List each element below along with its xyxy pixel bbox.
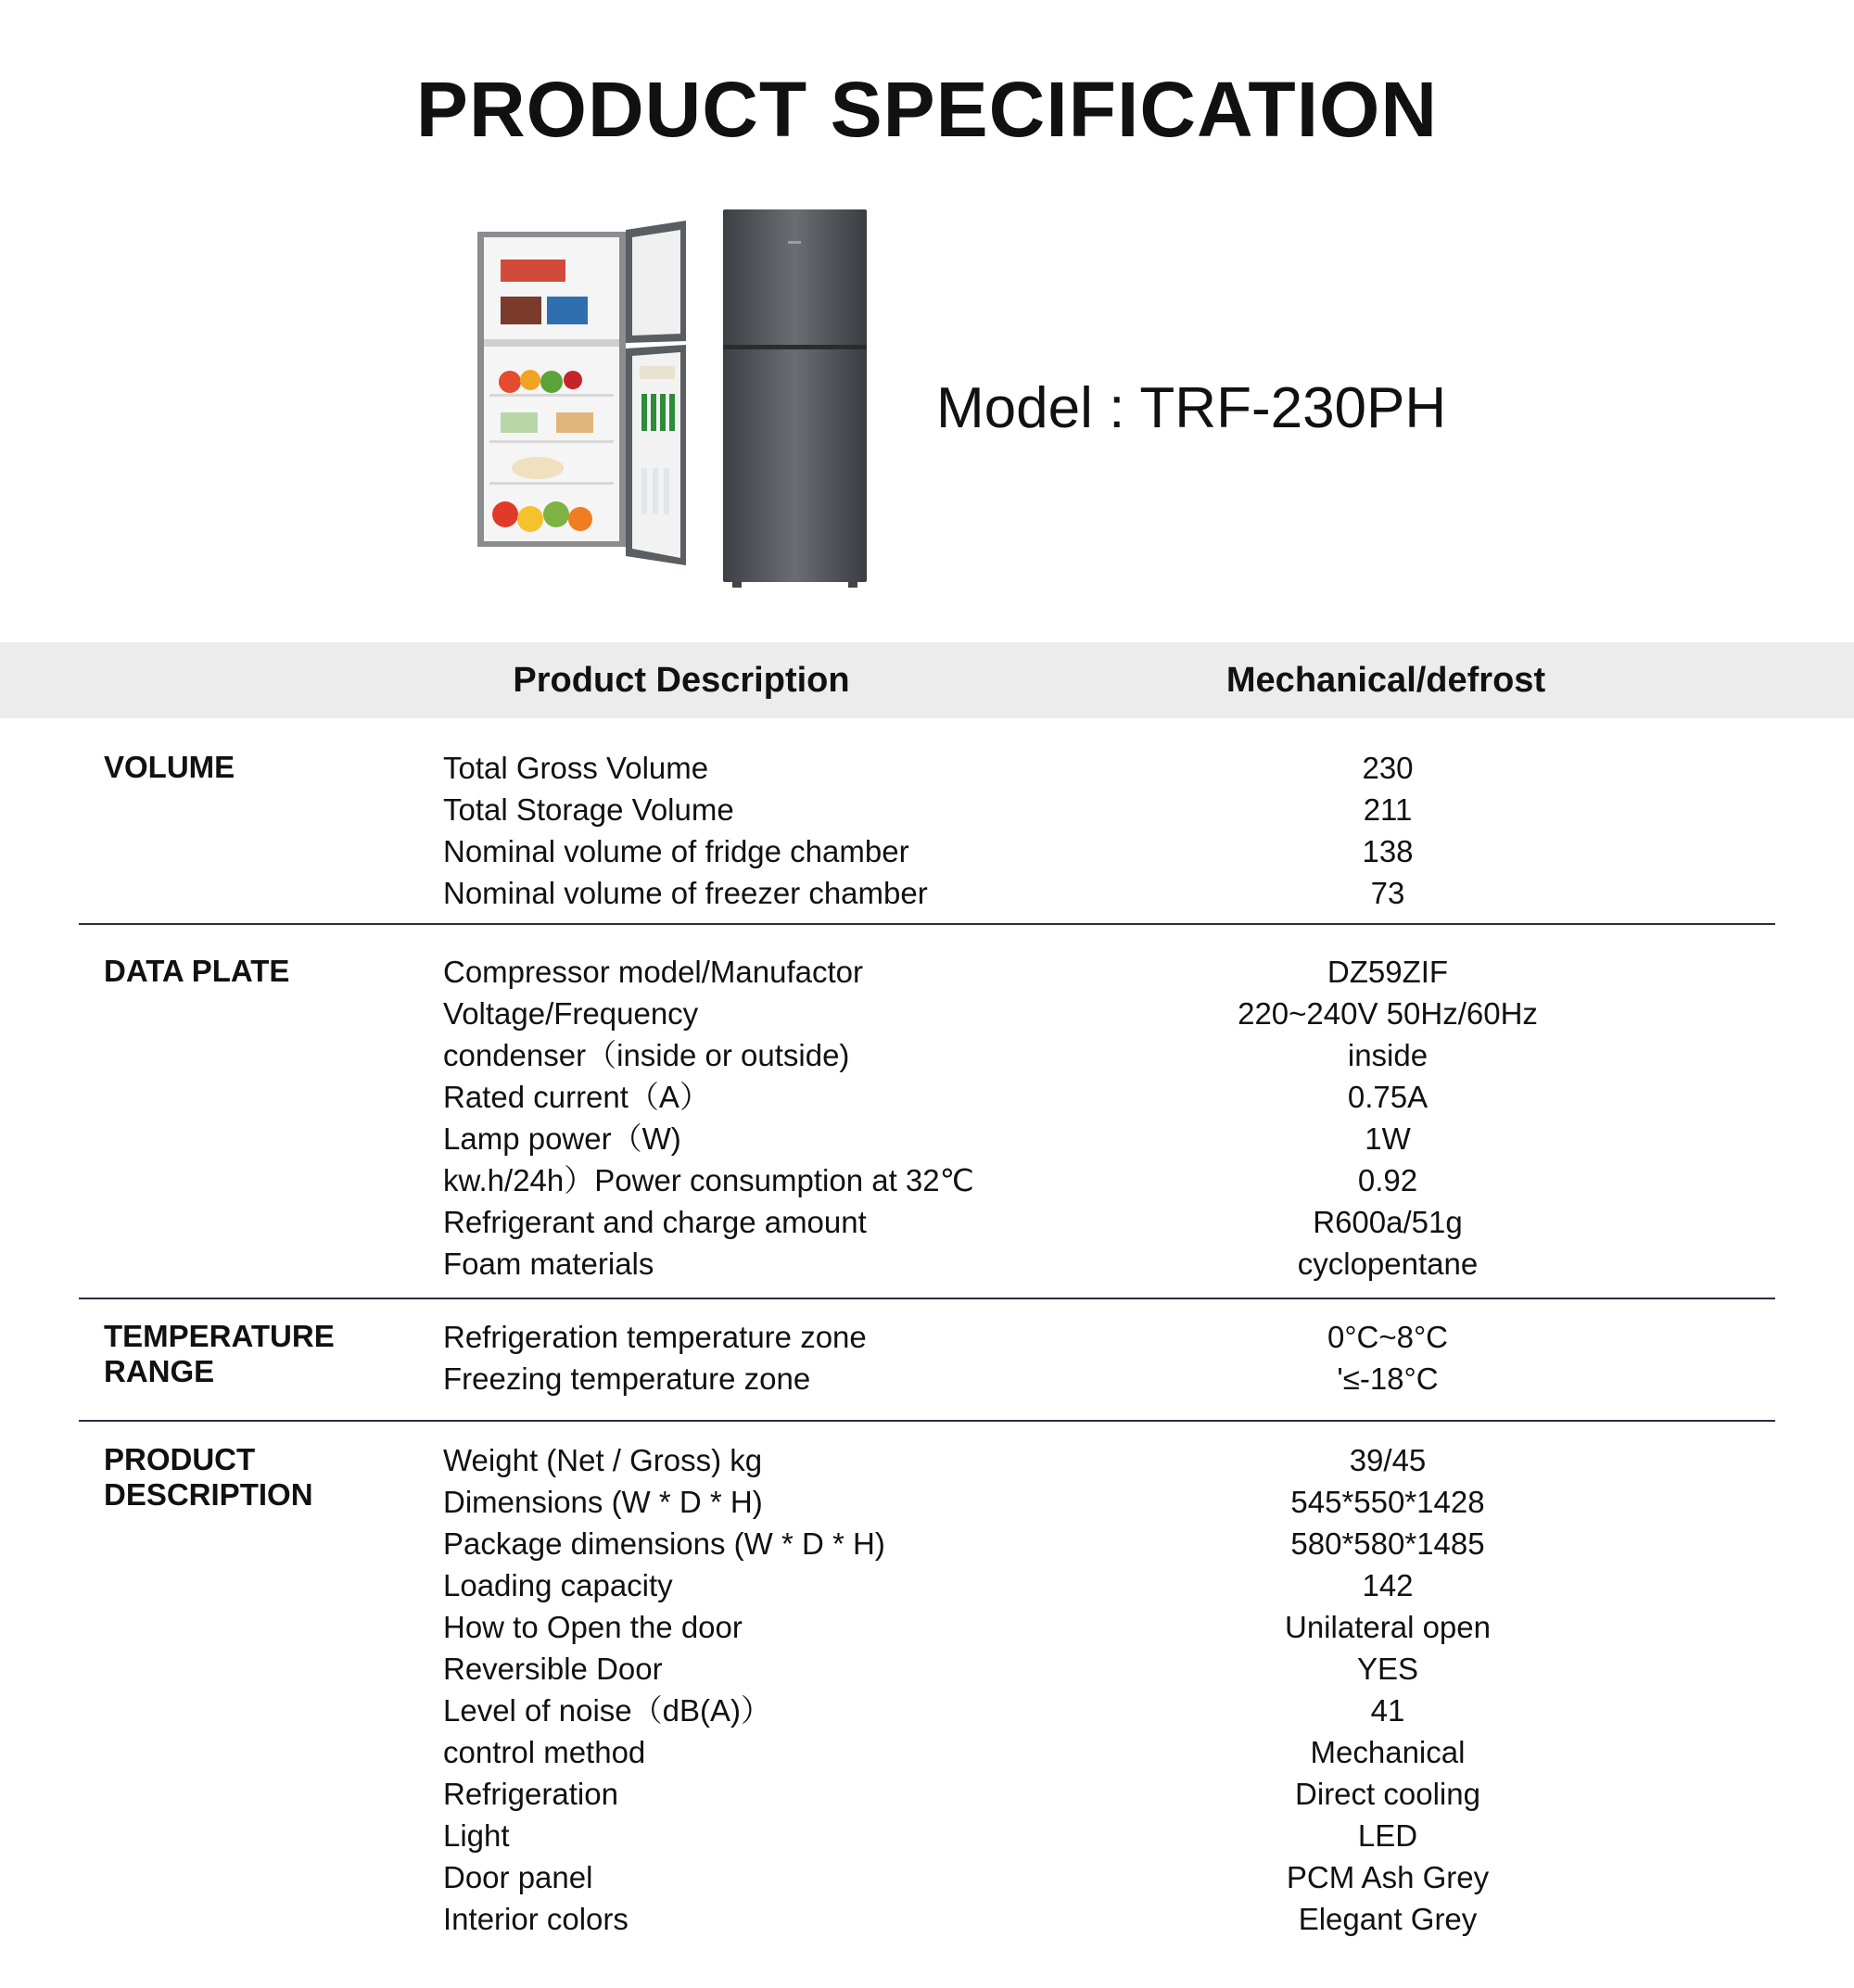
spec-description: Package dimensions (W * D * H) [443, 1526, 885, 1561]
category-label: DATA PLATE [104, 954, 290, 988]
spec-description: Light [443, 1818, 510, 1853]
spec-description: Voltage/Frequency [443, 996, 699, 1031]
spec-description: control method [443, 1735, 646, 1769]
header-mechanical-defrost: Mechanical/defrost [1225, 661, 1546, 700]
section-divider [79, 1298, 1775, 1299]
spec-value: 211 [1363, 792, 1413, 827]
spec-description: Total Gross Volume [443, 751, 709, 785]
spec-description: Loading capacity [443, 1568, 673, 1602]
spec-description: Nominal volume of freezer chamber [443, 876, 928, 910]
spec-description: Freezing temperature zone [443, 1361, 811, 1396]
spec-value: inside [1347, 1038, 1429, 1072]
spec-description: Refrigeration [443, 1777, 618, 1811]
spec-description: Rated current（A） [443, 1080, 710, 1114]
model-label: Model : TRF-230PH [936, 376, 1447, 440]
spec-value: DZ59ZIF [1327, 955, 1449, 989]
spec-value: Unilateral open [1285, 1610, 1491, 1644]
spec-value: cyclopentane [1297, 1247, 1479, 1281]
spec-description: Weight (Net / Gross) kg [443, 1443, 763, 1477]
spec-description: Lamp power（W) [443, 1121, 681, 1156]
section-divider [79, 1420, 1775, 1422]
table-row [0, 1690, 1854, 1731]
spec-value: 545*550*1428 [1290, 1485, 1485, 1519]
table-row [0, 993, 1854, 1034]
spec-value: Mechanical [1310, 1735, 1466, 1769]
spec-description: Reversible Door [443, 1652, 663, 1686]
spec-description: kw.h/24h）Power consumption at 32℃ [443, 1163, 974, 1197]
spec-description: Dimensions (W * D * H) [443, 1485, 763, 1519]
spec-value: 0.75A [1347, 1080, 1429, 1114]
category-label: VOLUME [104, 750, 235, 784]
category-label-line2: DESCRIPTION [104, 1477, 313, 1512]
spec-value: R600a/51g [1313, 1205, 1463, 1239]
spec-description: Refrigerant and charge amount [443, 1205, 867, 1239]
page-title: PRODUCT SPECIFICATION [415, 66, 1439, 153]
table-row [0, 1159, 1854, 1201]
spec-value: 138 [1362, 834, 1414, 868]
table-row [0, 1481, 1854, 1523]
table-row [0, 1564, 1854, 1606]
spec-value: 230 [1362, 751, 1414, 785]
table-row [0, 1201, 1854, 1243]
table-row [0, 1856, 1854, 1898]
spec-value: 142 [1362, 1568, 1414, 1602]
category-label-line1: PRODUCT [104, 1442, 256, 1476]
table-row [0, 1815, 1854, 1856]
spec-description: Door panel [443, 1860, 593, 1894]
table-row [0, 1439, 1854, 1481]
spec-description: Total Storage Volume [443, 792, 734, 827]
spec-value: YES [1356, 1652, 1419, 1686]
table-row [0, 1118, 1854, 1159]
table-row [0, 1731, 1854, 1773]
spec-value: Direct cooling [1295, 1777, 1480, 1811]
table-row [0, 1898, 1854, 1940]
table-row [0, 951, 1854, 993]
category-label-line2: RANGE [104, 1354, 215, 1388]
spec-value: PCM Ash Grey [1286, 1860, 1490, 1894]
spec-value: 220~240V 50Hz/60Hz [1238, 996, 1538, 1031]
table-row [0, 830, 1854, 872]
spec-value: '≤-18°C [1337, 1361, 1439, 1396]
table-row [0, 1648, 1854, 1690]
spec-value: Elegant Grey [1298, 1902, 1478, 1936]
section-divider [79, 923, 1775, 925]
table-row [0, 789, 1854, 830]
table-row [0, 1773, 1854, 1815]
table-header [0, 642, 1854, 718]
table-row [0, 1076, 1854, 1118]
table-row [0, 747, 1854, 789]
spec-description: condenser（inside or outside) [443, 1038, 850, 1072]
spec-description: Interior colors [443, 1902, 629, 1936]
table-row [0, 1606, 1854, 1648]
spec-description: How to Open the door [443, 1610, 743, 1644]
table-row [0, 1316, 1854, 1358]
refrigerator-product-image [464, 204, 890, 593]
spec-value: 580*580*1485 [1290, 1526, 1485, 1561]
spec-value: LED [1357, 1818, 1418, 1853]
table-row [0, 1034, 1854, 1076]
spec-value: 0.92 [1357, 1163, 1418, 1197]
spec-value: 0°C~8°C [1327, 1320, 1449, 1354]
table-row [0, 1523, 1854, 1564]
table-row [0, 1243, 1854, 1285]
table-row [0, 872, 1854, 914]
header-product-description: Product Description [513, 661, 850, 700]
spec-description: Foam materials [443, 1247, 654, 1281]
spec-value: 1W [1365, 1121, 1411, 1156]
spec-value: 39/45 [1349, 1443, 1427, 1477]
category-label-line1: TEMPERATURE [104, 1319, 335, 1353]
spec-value: 41 [1370, 1693, 1405, 1728]
spec-description: Compressor model/Manufactor [443, 955, 864, 989]
spec-description: Level of noise（dB(A)） [443, 1693, 771, 1728]
spec-value: 73 [1370, 876, 1405, 910]
spec-description: Refrigeration temperature zone [443, 1320, 867, 1354]
table-row [0, 1358, 1854, 1399]
spec-description: Nominal volume of fridge chamber [443, 834, 909, 868]
